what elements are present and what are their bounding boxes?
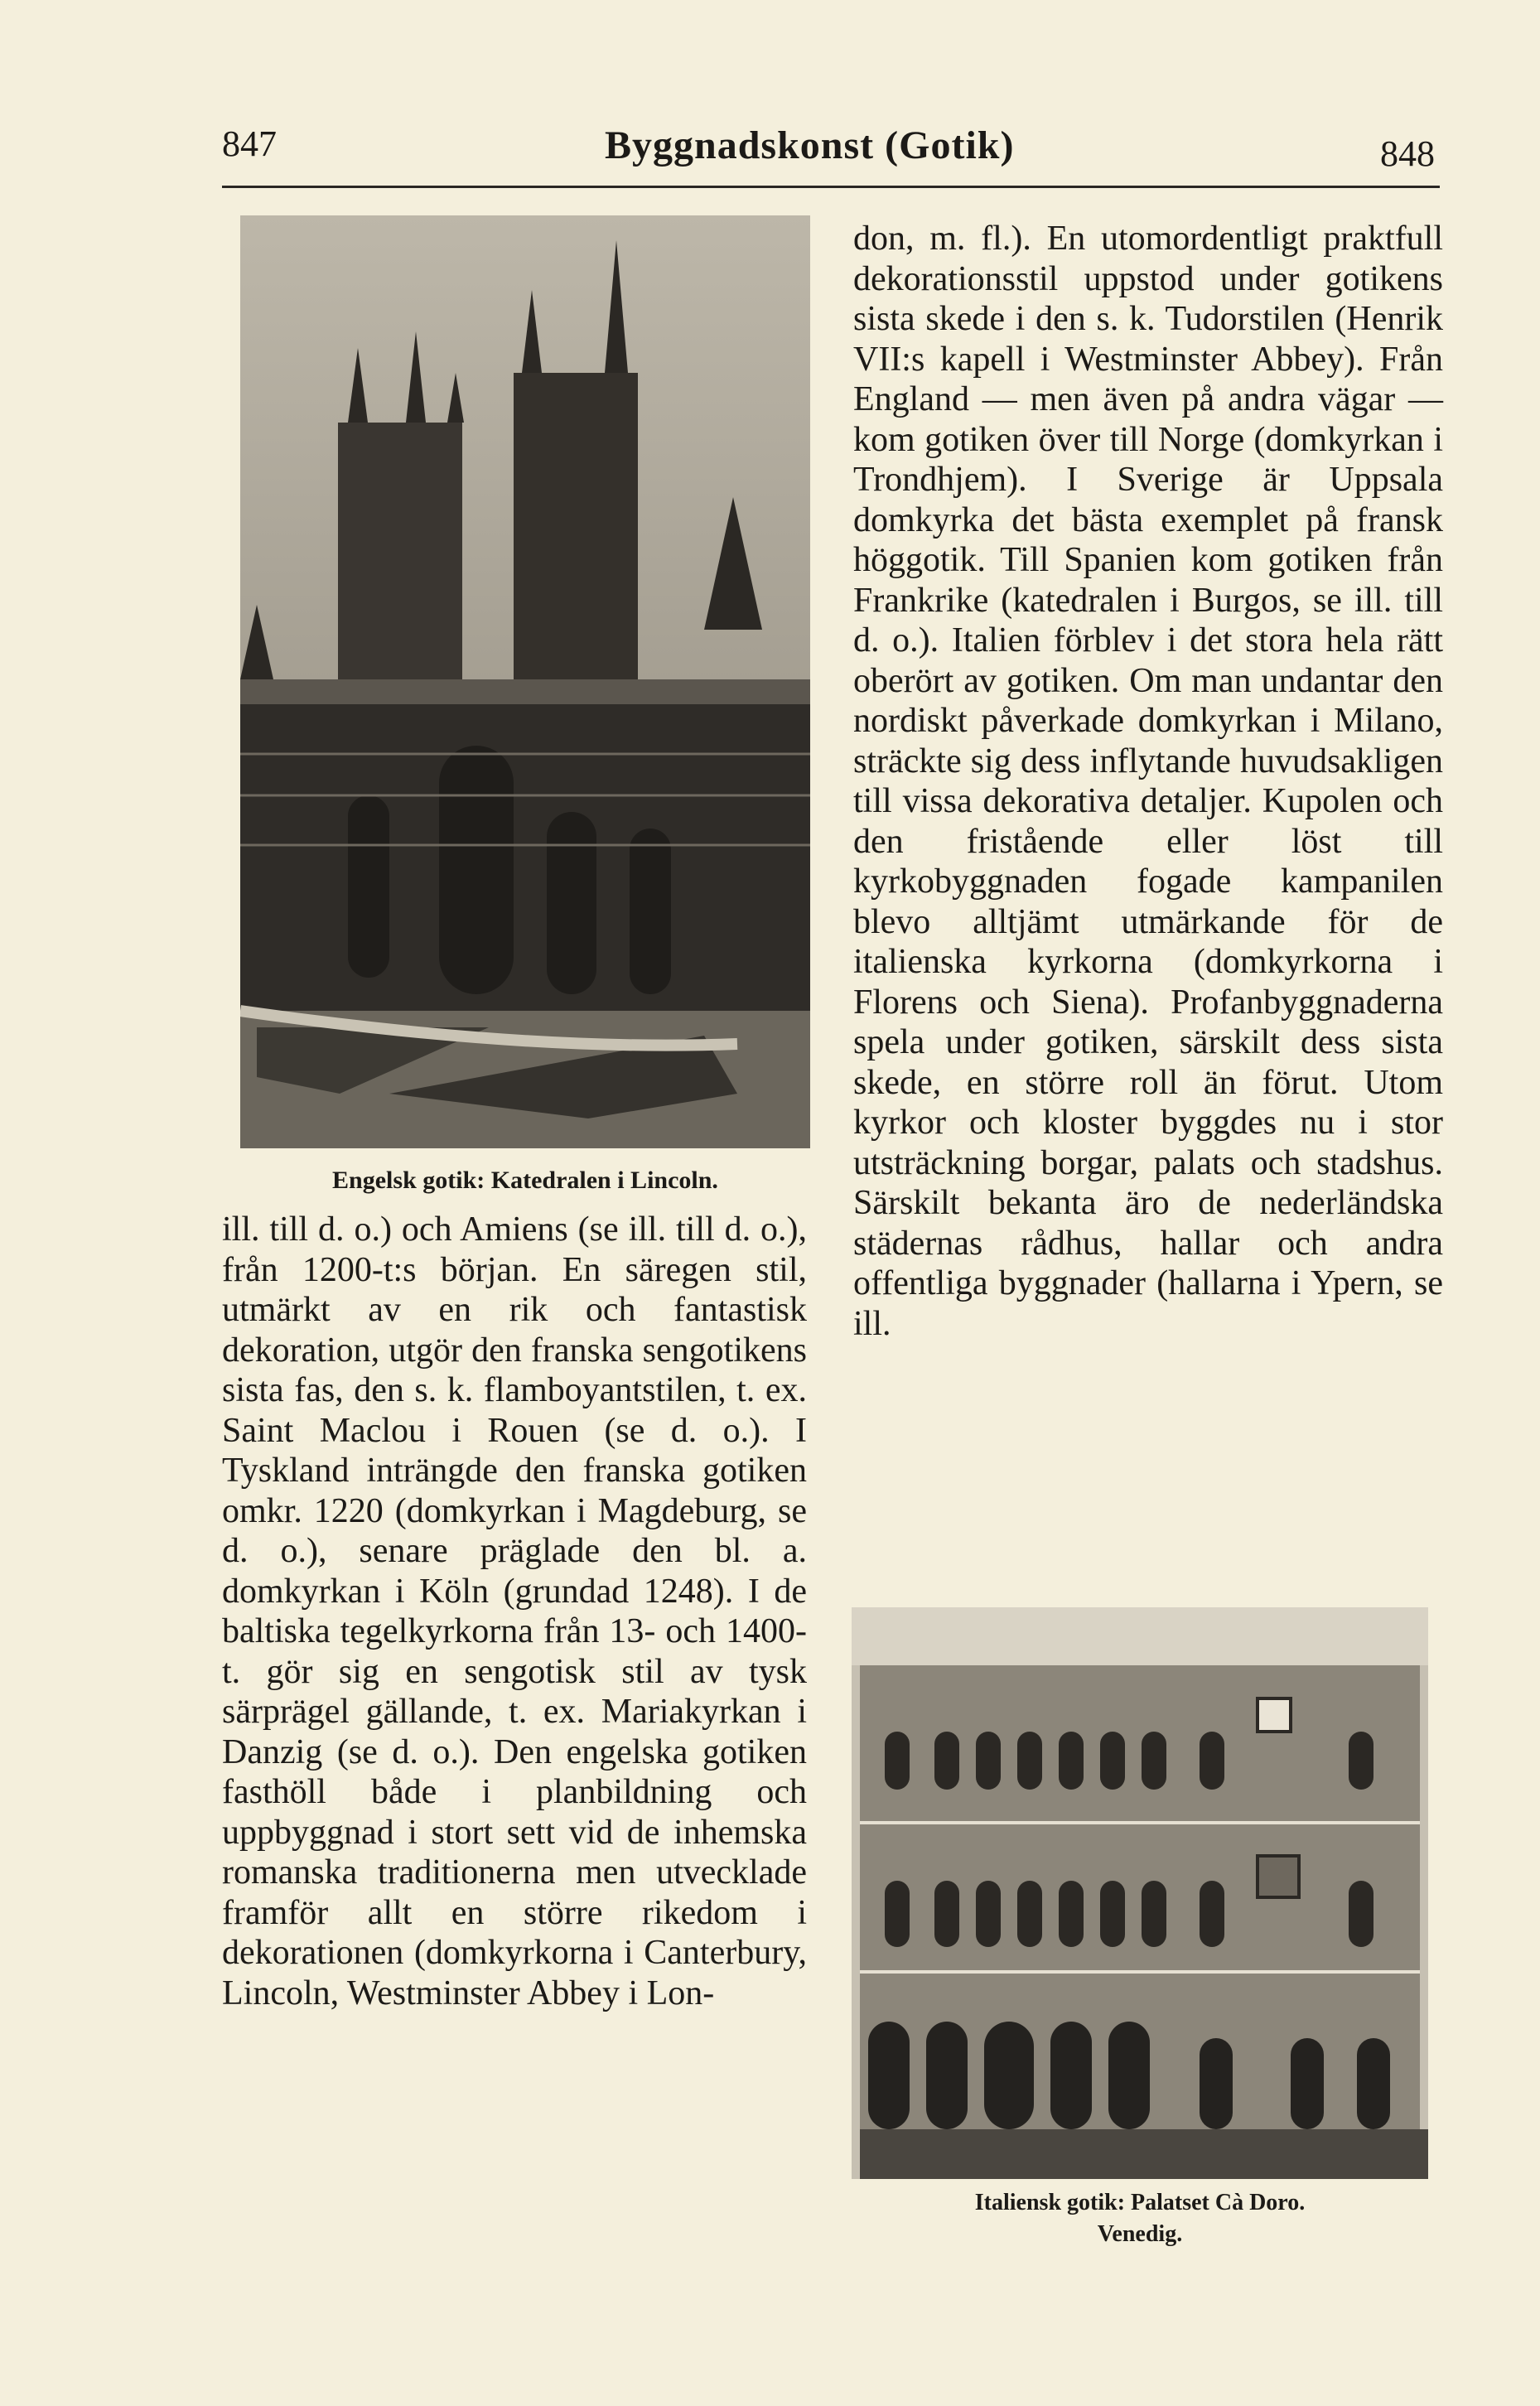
ca-doro-caption-line2: Venedig. (1097, 2221, 1183, 2247)
page-number-left: 847 (222, 123, 277, 164)
lincoln-cathedral-photo (240, 215, 810, 1148)
ca-doro-palace-photo (852, 1607, 1428, 2179)
paragraph-right: don, m. fl.). En utomordentligt praktfull dekorationsstil uppstod under gotikens sista skede i den s. k. Tudorstilen (Henrik VII:s kapell i Westminster Abbey). Från England — men även på andra vägar — kom gotiken över till Norge (domkyrkan i Trondhjem). I Sverige är Uppsala domkyrka det bästa exemplet på fransk höggotik. Till Spanien kom gotiken från Frankrike (katedralen i Burgos, se ill. till d. o.). Italien förblev i det stora hela rätt oberört av gotiken. Om man undantar den nordiskt påverkade domkyrkan i Milano, sträckte sig dess inflytande huvudsakligen till vissa dekorativa detaljer. Kupolen och den fristående eller löst till kyrkobyggnaden fogade kampanilen blevo alltjämt utmärkande för de italienska kyrkorna (domkyrkorna i Florens och Siena). Profanbyggnaderna spela under gotiken, särskilt dess sista skede, en större roll än förut. Utom kyrkor och kloster byggdes nu i stor utsträckning borgar, palats och stadshus. Särskilt bekanta äro de nederländska städernas rådhus, hallar och andra offentliga byggnader (hallarna i Ypern, se ill. (853, 220, 1443, 1343)
page-number-right: 848 (1380, 133, 1435, 174)
lincoln-photo-caption: Engelsk gotik: Katedralen i Lincoln. (332, 1167, 718, 1194)
page-header-title: Byggnadskonst (Gotik) (605, 123, 1015, 167)
text-column-left (222, 1210, 807, 2013)
paragraph-left: ill. till d. o.) och Amiens (se ill. till d. o.), från 1200-t:s början. En säregen stil, utmärkt av en rik och fantastisk dekoration, utgör den franska sengotikens sista fas, den s. k. flamboyantstilen, t. ex. Saint Maclou i Rouen (se d. o.). I Tyskland inträngde den franska gotiken omkr. 1220 (domkyrkan i Magdeburg, se d. o.), senare präglade den bl. a. domkyrkan i Köln (grundad 1248). I de baltiska tegelkyrkorna från 13- och 1400-t. gör sig en sengotisk stil av tysk särprägel gällande, t. ex. Mariakyrkan i Danzig (se d. o.). Den engelska gotiken fasthöll både i planbildning och uppbyggnad i stort sett vid de inhemska romanska traditionerna men utvecklade framför allt en större rikedom i dekorationen (domkyrkorna i Canterbury, Lincoln, Westminster Abbey i Lon- (222, 1210, 807, 2012)
header-rule (222, 186, 1440, 188)
ca-doro-photo-caption (852, 2187, 1428, 2250)
ca-doro-caption-line1: Italiensk gotik: Palatset Cà Doro. (974, 2190, 1306, 2215)
text-column-right (853, 219, 1443, 1344)
